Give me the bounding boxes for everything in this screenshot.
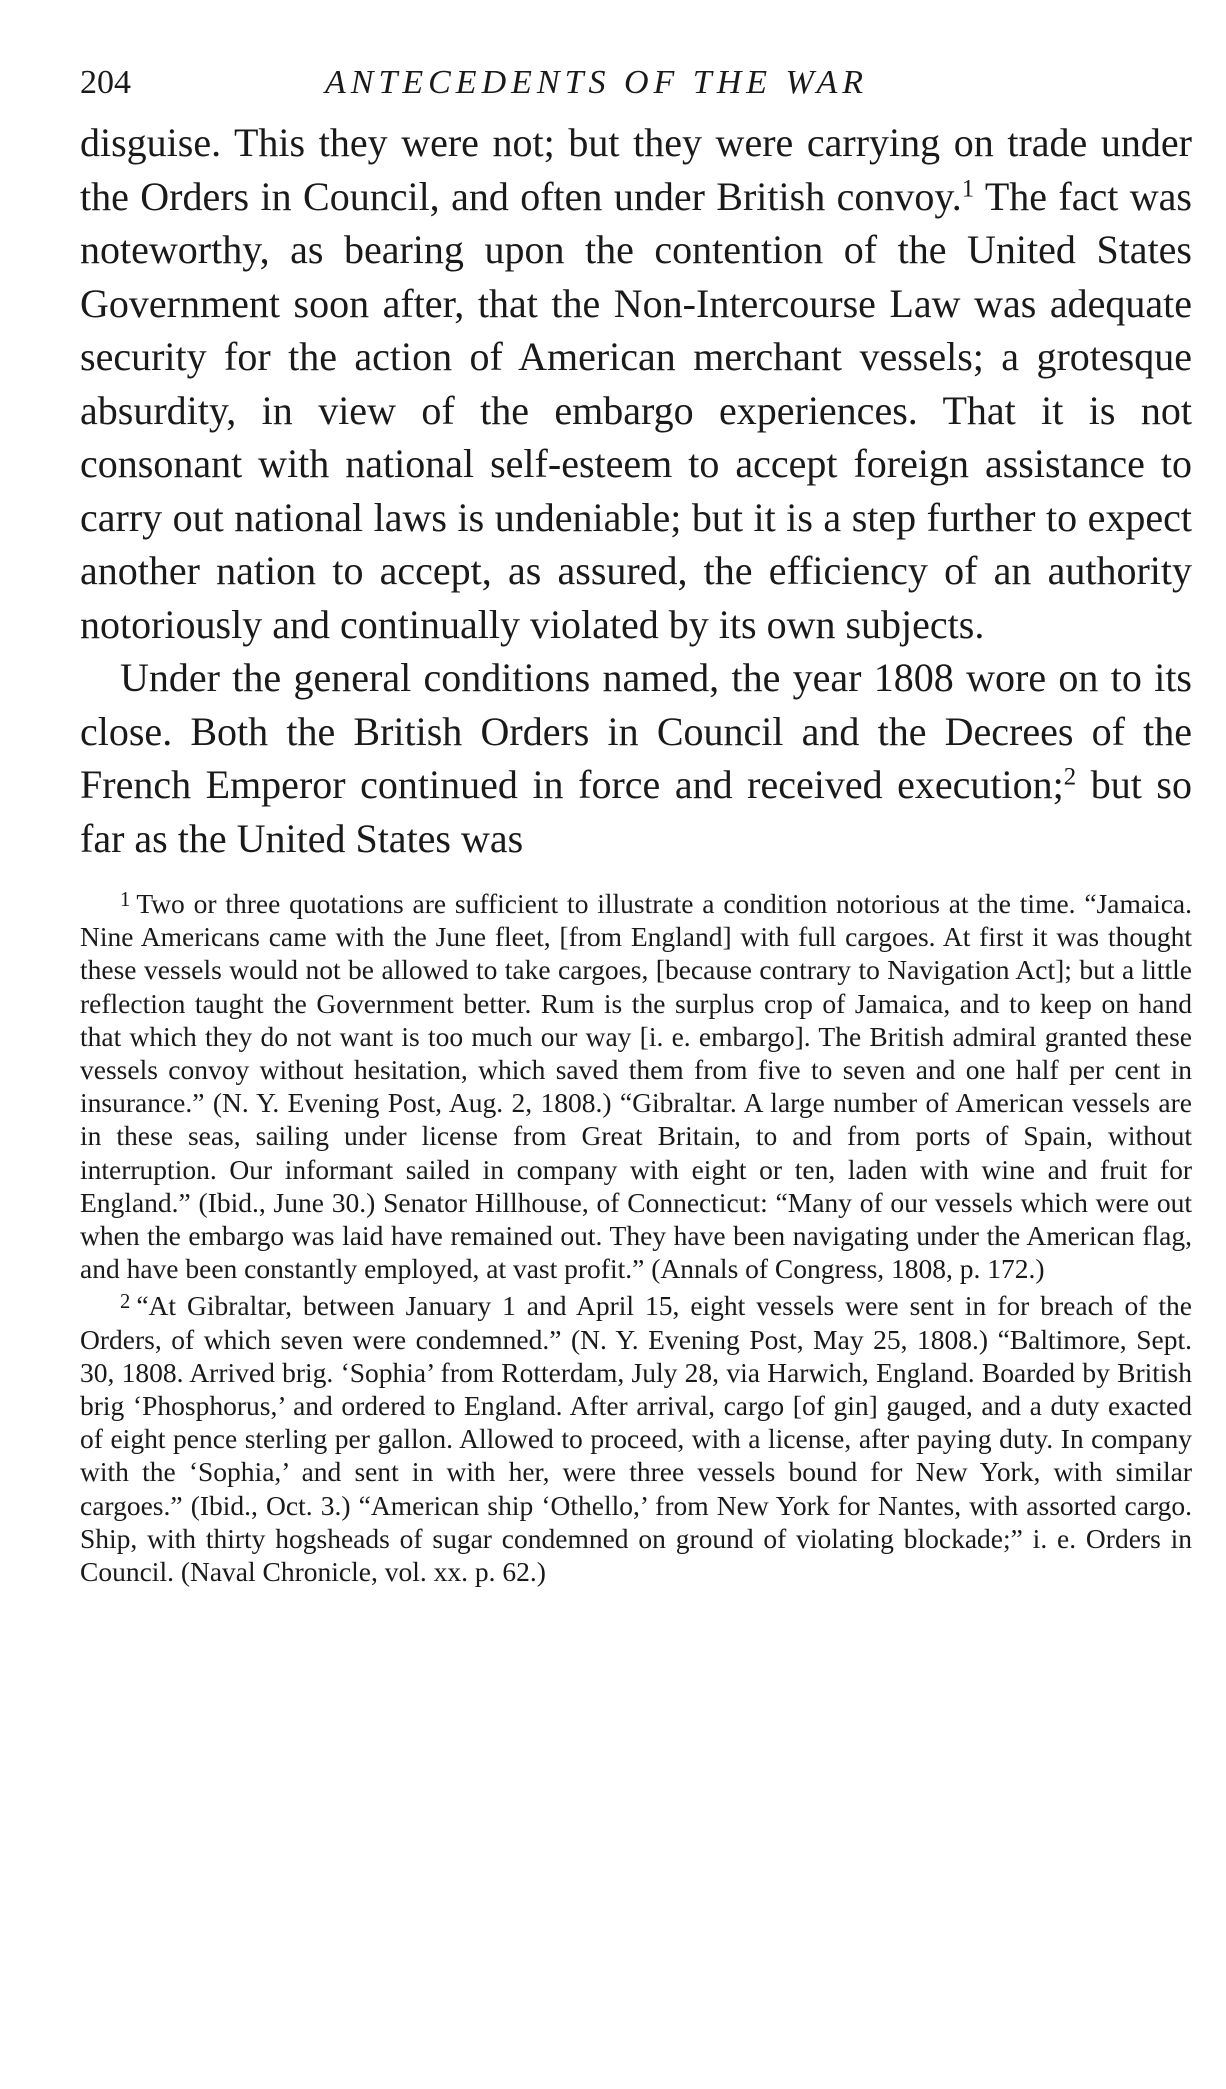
book-page (80, 58, 1192, 1592)
footnote-marker: 1 (120, 888, 131, 911)
paragraph-text: disguise. This they were not; but they were carrying on trade under the Orders in Council, and often under British convoy. (80, 120, 1192, 219)
footnote (80, 1289, 1192, 1588)
page-number: 204 (80, 64, 131, 101)
running-title: ANTECEDENTS OF THE WAR (325, 64, 869, 101)
paragraph-text: Under the general conditions named, the year 1808 wore on to its close. Both the British Orders in Council and the Decrees of the French Emperor continued in force and received execution; (80, 655, 1192, 807)
paragraph-text: but so far as the United States was (80, 762, 1192, 861)
paragraph-text: The fact was noteworthy, as bearing upon the contention of the United States Government soon after, that the Non-Intercourse Law was adequate security for the action of American merchant vessels; a grotesque absurdity, in view of the embargo experiences. That it is not consonant with national self-esteem to accept foreign assistance to carry out national laws is undeniable; but it is a step further to expect another nation to accept, as assured, the efficiency of an authority notoriously and continually violated by its own subjects. (80, 173, 1192, 647)
footnote (80, 887, 1192, 1285)
footnote-text: “At Gibraltar, between January 1 and April 15, eight vessels were sent in for breach of the Orders, of which seven were condemned.” (N. Y. Evening Post, May 25, 1808.) “Baltimore, Sept. 30, 1808. Arrived brig. ‘Sophia’ from Rotterdam, July 28, via Harwich, England. Boarded by British brig ‘Phosphorus,’ and ordered to England. After arrival, cargo [of gin] gauged, and a duty exacted of eight pence sterling per gallon. Allowed to proceed, with a license, after paying duty. In company with the ‘Sophia,’ and sent in with her, were three vessels bound for New York, with similar cargoes.” (Ibid., Oct. 3.) “American ship ‘Othello,’ from New York for Nantes, with assorted cargo. Ship, with thirty hogsheads of sugar condemned on ground of violating blockade;” i. e. Orders in Council. (Naval Chronicle, vol. xx. p. 62.) (80, 1290, 1192, 1588)
page-header (80, 58, 1192, 108)
footnote-marker: 2 (120, 1291, 131, 1314)
paragraph (80, 651, 1192, 865)
paragraph (80, 116, 1192, 651)
footnote-reference: 1 (961, 174, 975, 202)
footnote-reference: 2 (1063, 763, 1077, 791)
footnote-text: Two or three quotations are sufficient to illustrate a condition notorious at the time. “Jamaica. Nine Americans came with the June fleet, [from England] with full cargoes. At first it was thought these vessels would not be allowed to take cargoes, [because contrary to Navigation Act]; but a little reflection taught the Government better. Rum is the surplus crop of Jamaica, and to keep on hand that which they do not want is too much our way [i. e. embargo]. The British admiral granted these vessels convoy without hesitation, which saved them from five to seven and one half per cent in insurance.” (N. Y. Evening Post, Aug. 2, 1808.) “Gibraltar. A large number of American vessels are in these seas, sailing under license from Great Britain, to and from ports of Spain, without interruption. Our informant sailed in company with eight or ten, laden with wine and fruit for England.” (Ibid., June 30.) Senator Hillhouse, of Connecticut: “Many of our vessels which were out when the embargo was laid have remained out. They have been navigating under the American flag, and have been constantly employed, at vast profit.” (Annals of Congress, 1808, p. 172.) (80, 888, 1192, 1285)
main-text (80, 116, 1192, 865)
footnotes (80, 887, 1192, 1588)
